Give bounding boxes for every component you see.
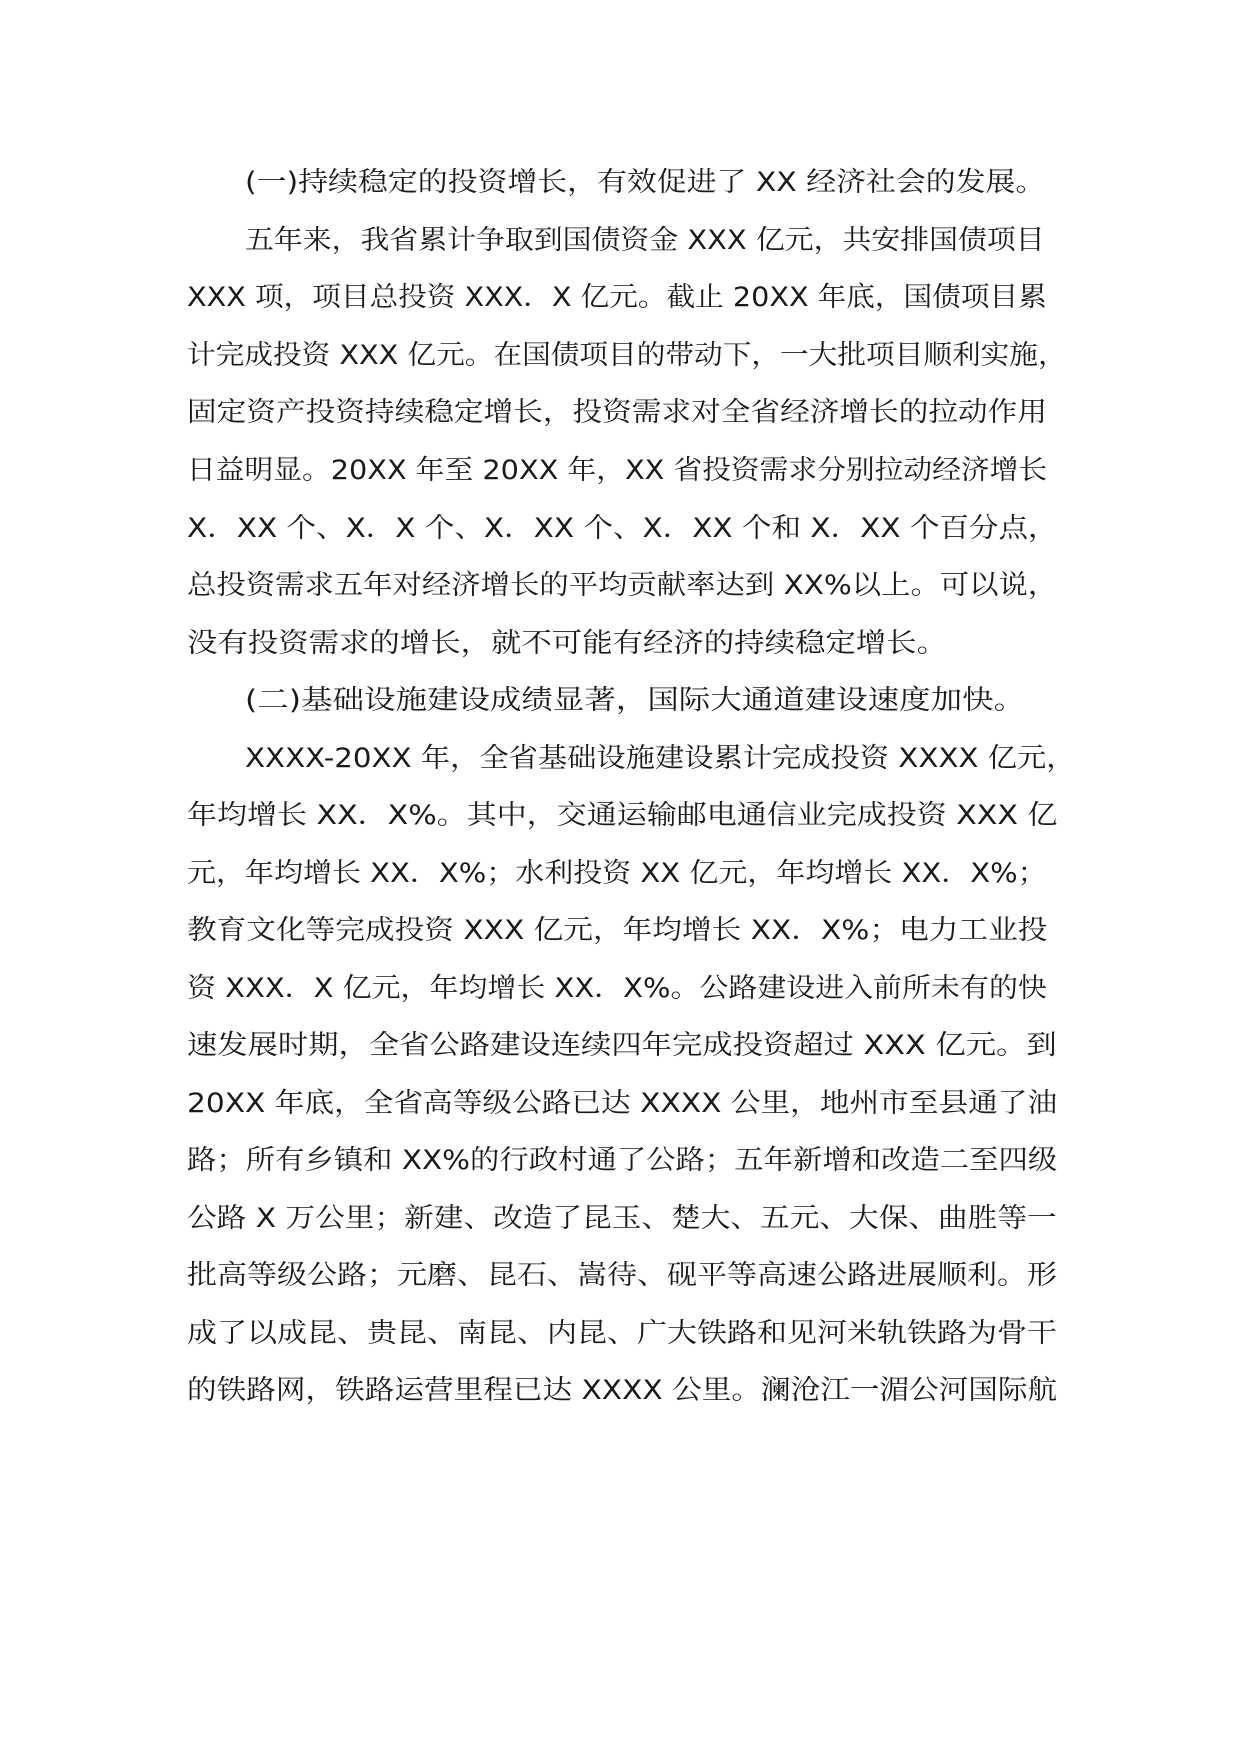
paragraph-line: 公路 X 万公里；新建、改造了昆玉、楚大、五元、大保、曲胜等一 bbox=[187, 1203, 1057, 1234]
paragraph-line: 资 XXX．X 亿元，年均增长 XX．X%。公路建设进入前所未有的快 bbox=[187, 973, 1047, 1004]
section-heading-2: (二)基础设施建设成绩显著，国际大通道建设速度加快。 bbox=[245, 685, 1026, 716]
paragraph-line: 固定资产投资持续稳定增长，投资需求对全省经济增长的拉动作用 bbox=[187, 397, 1047, 428]
paragraph-line: 计完成投资 XXX 亿元。在国债项目的带动下，一大批项目顺利实施， bbox=[187, 340, 1067, 371]
paragraph-line: XXX 项，项目总投资 XXX．X 亿元。截止 20XX 年底，国债项目累 bbox=[187, 282, 1047, 313]
paragraph-line: 没有投资需求的增长，就不可能有经济的持续稳定增长。 bbox=[187, 628, 947, 659]
paragraph-line: 总投资需求五年对经济增长的平均贡献率达到 XX%以上。可以说， bbox=[187, 570, 1058, 601]
paragraph-line: 元，年均增长 XX．X%；水利投资 XX 亿元，年均增长 XX．X%； bbox=[187, 858, 1047, 889]
paragraph-line: 路；所有乡镇和 XX%的行政村通了公路；五年新增和改造二至四级 bbox=[187, 1145, 1058, 1176]
paragraph-line: XXXX-20XX 年，全省基础设施建设累计完成投资 XXXX 亿元， bbox=[245, 743, 1076, 774]
paragraph-line: 日益明显。20XX 年至 20XX 年，XX 省投资需求分别拉动经济增长 bbox=[187, 455, 1048, 486]
paragraph-line: 的铁路网，铁路运营里程已达 XXXX 公里。澜沧江一湄公河国际航 bbox=[187, 1375, 1058, 1406]
paragraph-line: 年均增长 XX．X%。其中，交通运输邮电通信业完成投资 XXX 亿 bbox=[187, 800, 1058, 831]
paragraph-line: 成了以成昆、贵昆、南昆、内昆、广大铁路和见河米轨铁路为骨干 bbox=[187, 1318, 1057, 1349]
paragraph-line: 教育文化等完成投资 XXX 亿元，年均增长 XX．X%；电力工业投 bbox=[187, 915, 1048, 946]
paragraph-line: 速发展时期，全省公路建设连续四年完成投资超过 XXX 亿元。到 bbox=[187, 1030, 1057, 1061]
section-heading-1: (一)持续稳定的投资增长，有效促进了 XX 经济社会的发展。 bbox=[245, 167, 1046, 198]
paragraph-line: X．XX 个、X．X 个、X．XX 个、X．XX 个和 X．XX 个百分点， bbox=[187, 513, 1058, 544]
paragraph-line: 20XX 年底，全省高等级公路已达 XXXX 公里，地州市至县通了油 bbox=[187, 1088, 1058, 1119]
paragraph-line: 批高等级公路；元磨、昆石、嵩待、砚平等高速公路进展顺利。形 bbox=[187, 1260, 1057, 1291]
paragraph-line: 五年来，我省累计争取到国债资金 XXX 亿元，共安排国债项目 bbox=[245, 225, 1045, 256]
